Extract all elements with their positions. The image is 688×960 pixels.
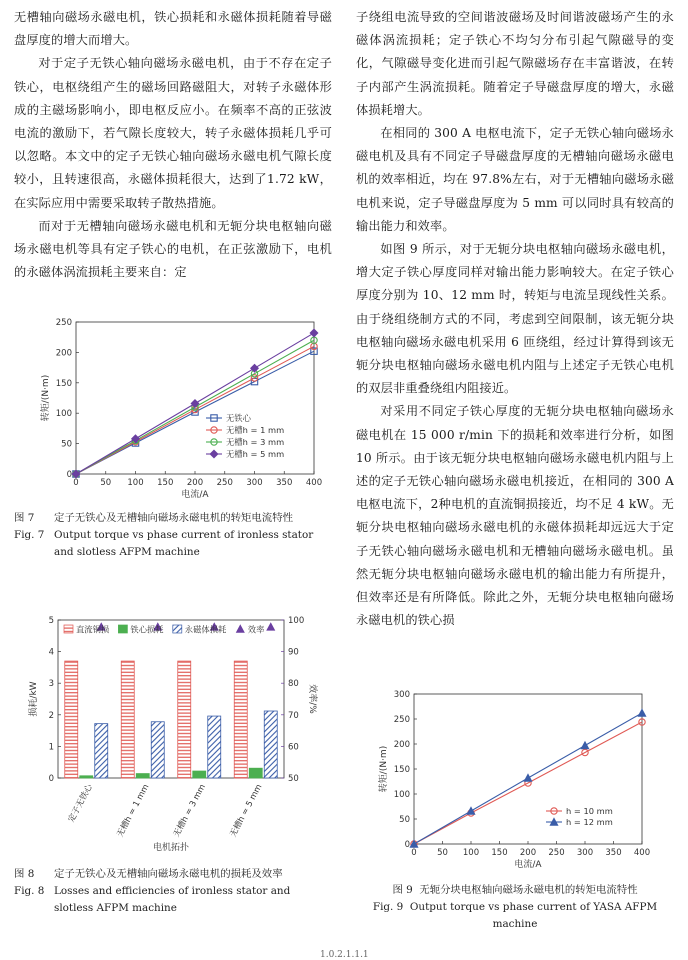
data-point: [251, 364, 259, 372]
left-column: [14, 6, 332, 284]
legend-label: 铁心损耗: [130, 624, 164, 635]
fig8-caption-en-label: Fig. 8: [14, 885, 45, 897]
fig7-caption-cn-label: 图 7: [14, 512, 35, 524]
x-tick-label: 300: [246, 478, 263, 488]
x-tick-label: 0: [73, 478, 79, 488]
paragraph: 在相同的 300 A 电枢电流下，定子无铁心轴向磁场永磁电机及具有不同定子导磁盘厚度的无槽轴向磁场永磁电机的效率相近，均在 97.8%左右，对于无槽轴向磁场永磁电机来说，定子导磁盘厚度为 5 mm 可以同时具有较高的输出能力和效率。: [356, 126, 674, 233]
y-tick-label: 50: [61, 439, 72, 450]
bar: [249, 768, 262, 778]
category-label: 无槽h = 3 mm: [170, 782, 208, 839]
x-tick-label: 100: [462, 848, 480, 858]
y-tick-label: 3: [48, 679, 54, 690]
legend-label: 无铁心: [226, 413, 251, 423]
y-axis-label: 损耗/kW: [29, 681, 39, 717]
legend-label: 直流铜损: [76, 624, 110, 635]
y2-tick-label: 100: [288, 616, 305, 626]
x-tick-label: 50: [437, 848, 448, 858]
data-point: [310, 329, 318, 337]
fig7-caption-en: Output torque vs phase current of ironless stator and slotless AFPM machine: [54, 529, 314, 558]
fig8-caption-cn-label: 图 8: [14, 868, 35, 880]
category-label: 无槽h = 1 mm: [114, 782, 151, 839]
bar: [151, 722, 164, 778]
x-axis-label: 电机拓扑: [152, 843, 190, 853]
fig8-caption-cn: 定子无铁心及无槽轴向磁场永磁电机的损耗及效率: [54, 868, 283, 880]
bar: [65, 661, 78, 778]
y-tick-label: 0: [48, 774, 54, 784]
bar: [193, 771, 206, 778]
right-column: [356, 6, 674, 632]
page-number: 1.0.2.1.1.1: [320, 950, 369, 960]
fig8-caption: [14, 866, 332, 917]
y-tick-label: 200: [55, 348, 72, 359]
y-axis-label: 转矩/(N·m): [379, 745, 389, 793]
legend-marker: [210, 450, 218, 458]
fig7-caption-cn: 定子无铁心及无槽轴向磁场永磁电机的转矩电流特性: [54, 512, 293, 524]
bar: [121, 661, 134, 778]
bar: [136, 774, 149, 778]
legend-swatch: [118, 625, 127, 633]
y-axis-label: 转矩/(N·m): [41, 374, 51, 422]
x-axis-label: 电流/A: [181, 490, 209, 500]
y2-tick-label: 70: [288, 710, 299, 721]
legend-label: 无槽h = 1 mm: [226, 425, 285, 435]
y-tick-label: 5: [48, 616, 54, 626]
paragraph: 子绕组电流导致的空间谐波磁场及时间谐波磁场产生的永磁体涡流损耗；定子铁心不均匀分布引起气隙磁导的变化，气隙磁导变化进而引起气隙磁场存在丰富谐波，在转子内部产生涡流损耗。随着定子导磁盘厚度的增大，永磁体损耗增大。: [356, 10, 674, 117]
fig9-caption-en-label: Fig. 9: [372, 901, 404, 913]
y-tick-label: 150: [55, 378, 72, 389]
legend-label: 无槽h = 3 mm: [226, 437, 285, 447]
paragraph: 而对于无槽轴向磁场永磁电机和无轭分块电枢轴向磁场永磁电机等具有定子铁心的电机，在正弦激励下，电机的永磁体涡流损耗主要来自：定: [14, 218, 332, 280]
legend-label: 效率: [247, 624, 265, 635]
y2-tick-label: 50: [288, 774, 299, 784]
paragraph: 无槽轴向磁场永磁电机，铁心损耗和永磁体损耗随着导磁盘厚度的增大而增大。: [14, 10, 332, 48]
fig7-caption: [14, 510, 332, 561]
paragraph: 对采用不同定子铁心厚度的无轭分块电枢轴向磁场永磁电机在 15 000 r/min 下的损耗和效率进行分析，如图 10 所示。由于该无轭分块电枢轴向磁场永磁电机内阻与上述的定子无铁心轴向磁场永磁电机接近，在相同的 300 A 电枢电流下，2种电机的直流铜损接近，均不足 4 kW。无轭分块电枢轴向磁场永磁电机的永磁体损耗却远远大于定子无铁心轴向磁场永磁电机和无槽轴向磁场永磁电机。虽然无轭分块电枢轴向磁场永磁电机的输出能力有所提升，但效率还是有所降低。除此之外，无轭分块电枢轴向磁场永磁电机的铁心损: [356, 404, 674, 628]
y-tick-label: 100: [393, 790, 410, 800]
fig8-chart: [14, 606, 332, 856]
legend-marker: [237, 625, 244, 632]
y2-tick-label: 60: [288, 742, 299, 753]
fig8-caption-en: Losses and efficiencies of ironless stator and slotless AFPM machine: [54, 885, 291, 914]
bar: [80, 776, 93, 778]
figure-9: [356, 684, 666, 874]
efficiency-point: [267, 623, 274, 630]
bar: [234, 661, 247, 778]
y-tick-label: 1: [48, 742, 54, 753]
fig9-caption: [356, 882, 674, 933]
x-tick-label: 250: [548, 848, 565, 858]
x-tick-label: 250: [216, 478, 233, 488]
legend-label: h = 12 mm: [566, 817, 613, 827]
x-tick-label: 50: [100, 478, 112, 488]
x-tick-label: 200: [519, 848, 537, 858]
data-point: [524, 774, 531, 781]
fig9-caption-cn-label: 图 9: [392, 884, 413, 896]
y-tick-label: 200: [393, 740, 410, 750]
y2-tick-label: 90: [288, 647, 299, 658]
x-tick-label: 150: [157, 478, 174, 488]
x-tick-label: 350: [276, 478, 293, 488]
y-tick-label: 150: [393, 765, 410, 775]
y-tick-label: 300: [393, 690, 410, 700]
figure-8: [14, 606, 332, 856]
bar: [264, 711, 277, 778]
paragraph: 如图 9 所示，对于无轭分块电枢轴向磁场永磁电机，增大定子铁心厚度同样对输出能力影响较大。在定子铁心厚度分别为 10、12 mm 时，转矩与电流呈现线性关系。由于绕组绕制方式的不同，考虑到空间限制，该无轭分块电枢轴向磁场永磁电机采用 6 匝绕组，经过计算得到该无轭分块电枢轴向磁场永磁电机内阻与上述定子无铁心电机的双层非重叠绕组内阻接近。: [356, 242, 674, 396]
y-tick-label: 0: [66, 470, 72, 480]
data-point: [638, 709, 645, 716]
x-axis-label: 电流/A: [514, 860, 542, 870]
x-tick-label: 0: [411, 848, 417, 858]
y-tick-label: 2: [48, 710, 54, 721]
bar: [178, 661, 191, 778]
category-label: 定子无铁心: [65, 782, 95, 824]
fig9-chart: [356, 684, 666, 874]
fig9-caption-cn: 无轭分块电枢轴向磁场永磁电机的转矩电流特性: [419, 884, 638, 896]
legend-label: 永磁体损耗: [184, 624, 227, 635]
x-tick-label: 200: [186, 478, 204, 488]
y-tick-label: 100: [55, 409, 72, 420]
y-tick-label: 250: [393, 715, 410, 725]
y-tick-label: 250: [55, 318, 72, 328]
y-tick-label: 4: [48, 647, 54, 658]
x-tick-label: 400: [305, 478, 323, 488]
y-tick-label: 50: [399, 815, 410, 825]
x-tick-label: 300: [576, 848, 594, 858]
x-tick-label: 350: [605, 848, 622, 858]
y-tick-label: 0: [404, 840, 410, 850]
x-tick-label: 150: [491, 848, 508, 858]
bar: [95, 724, 108, 778]
plot-frame: [58, 620, 284, 778]
legend-swatch: [64, 625, 73, 633]
legend-label: h = 10 mm: [566, 806, 613, 816]
legend-swatch: [173, 625, 182, 633]
category-label: 无槽h = 5 mm: [227, 782, 264, 839]
legend-label: 无槽h = 5 mm: [226, 449, 285, 459]
y2-axis-label: 效率/%: [307, 684, 317, 714]
y2-tick-label: 80: [288, 679, 299, 690]
figure-7: [14, 312, 324, 504]
x-tick-label: 100: [127, 478, 144, 488]
fig9-caption-en: Output torque vs phase current of YASA AFPM machine: [409, 901, 658, 930]
paragraph: 对于定子无铁心轴向磁场永磁电机，由于不存在定子铁心，电枢绕组产生的磁场回路磁阻大，对转子永磁体形成的主磁场影响小，即电枢反应小。在频率不高的正弦波电流的激励下，若气隙长度较大，转子永磁体损耗几乎可以忽略。本文中的定子无铁心轴向磁场永磁电机气隙长度较小，且转速很高，永磁体损耗很大，达到了1.72 kW，在实际应用中需要采取转子散热措施。: [14, 56, 332, 210]
fig7-chart: [14, 312, 324, 504]
x-tick-label: 400: [633, 848, 651, 858]
data-point: [581, 742, 588, 749]
fig7-caption-en-label: Fig. 7: [14, 529, 45, 541]
bar: [208, 716, 221, 778]
